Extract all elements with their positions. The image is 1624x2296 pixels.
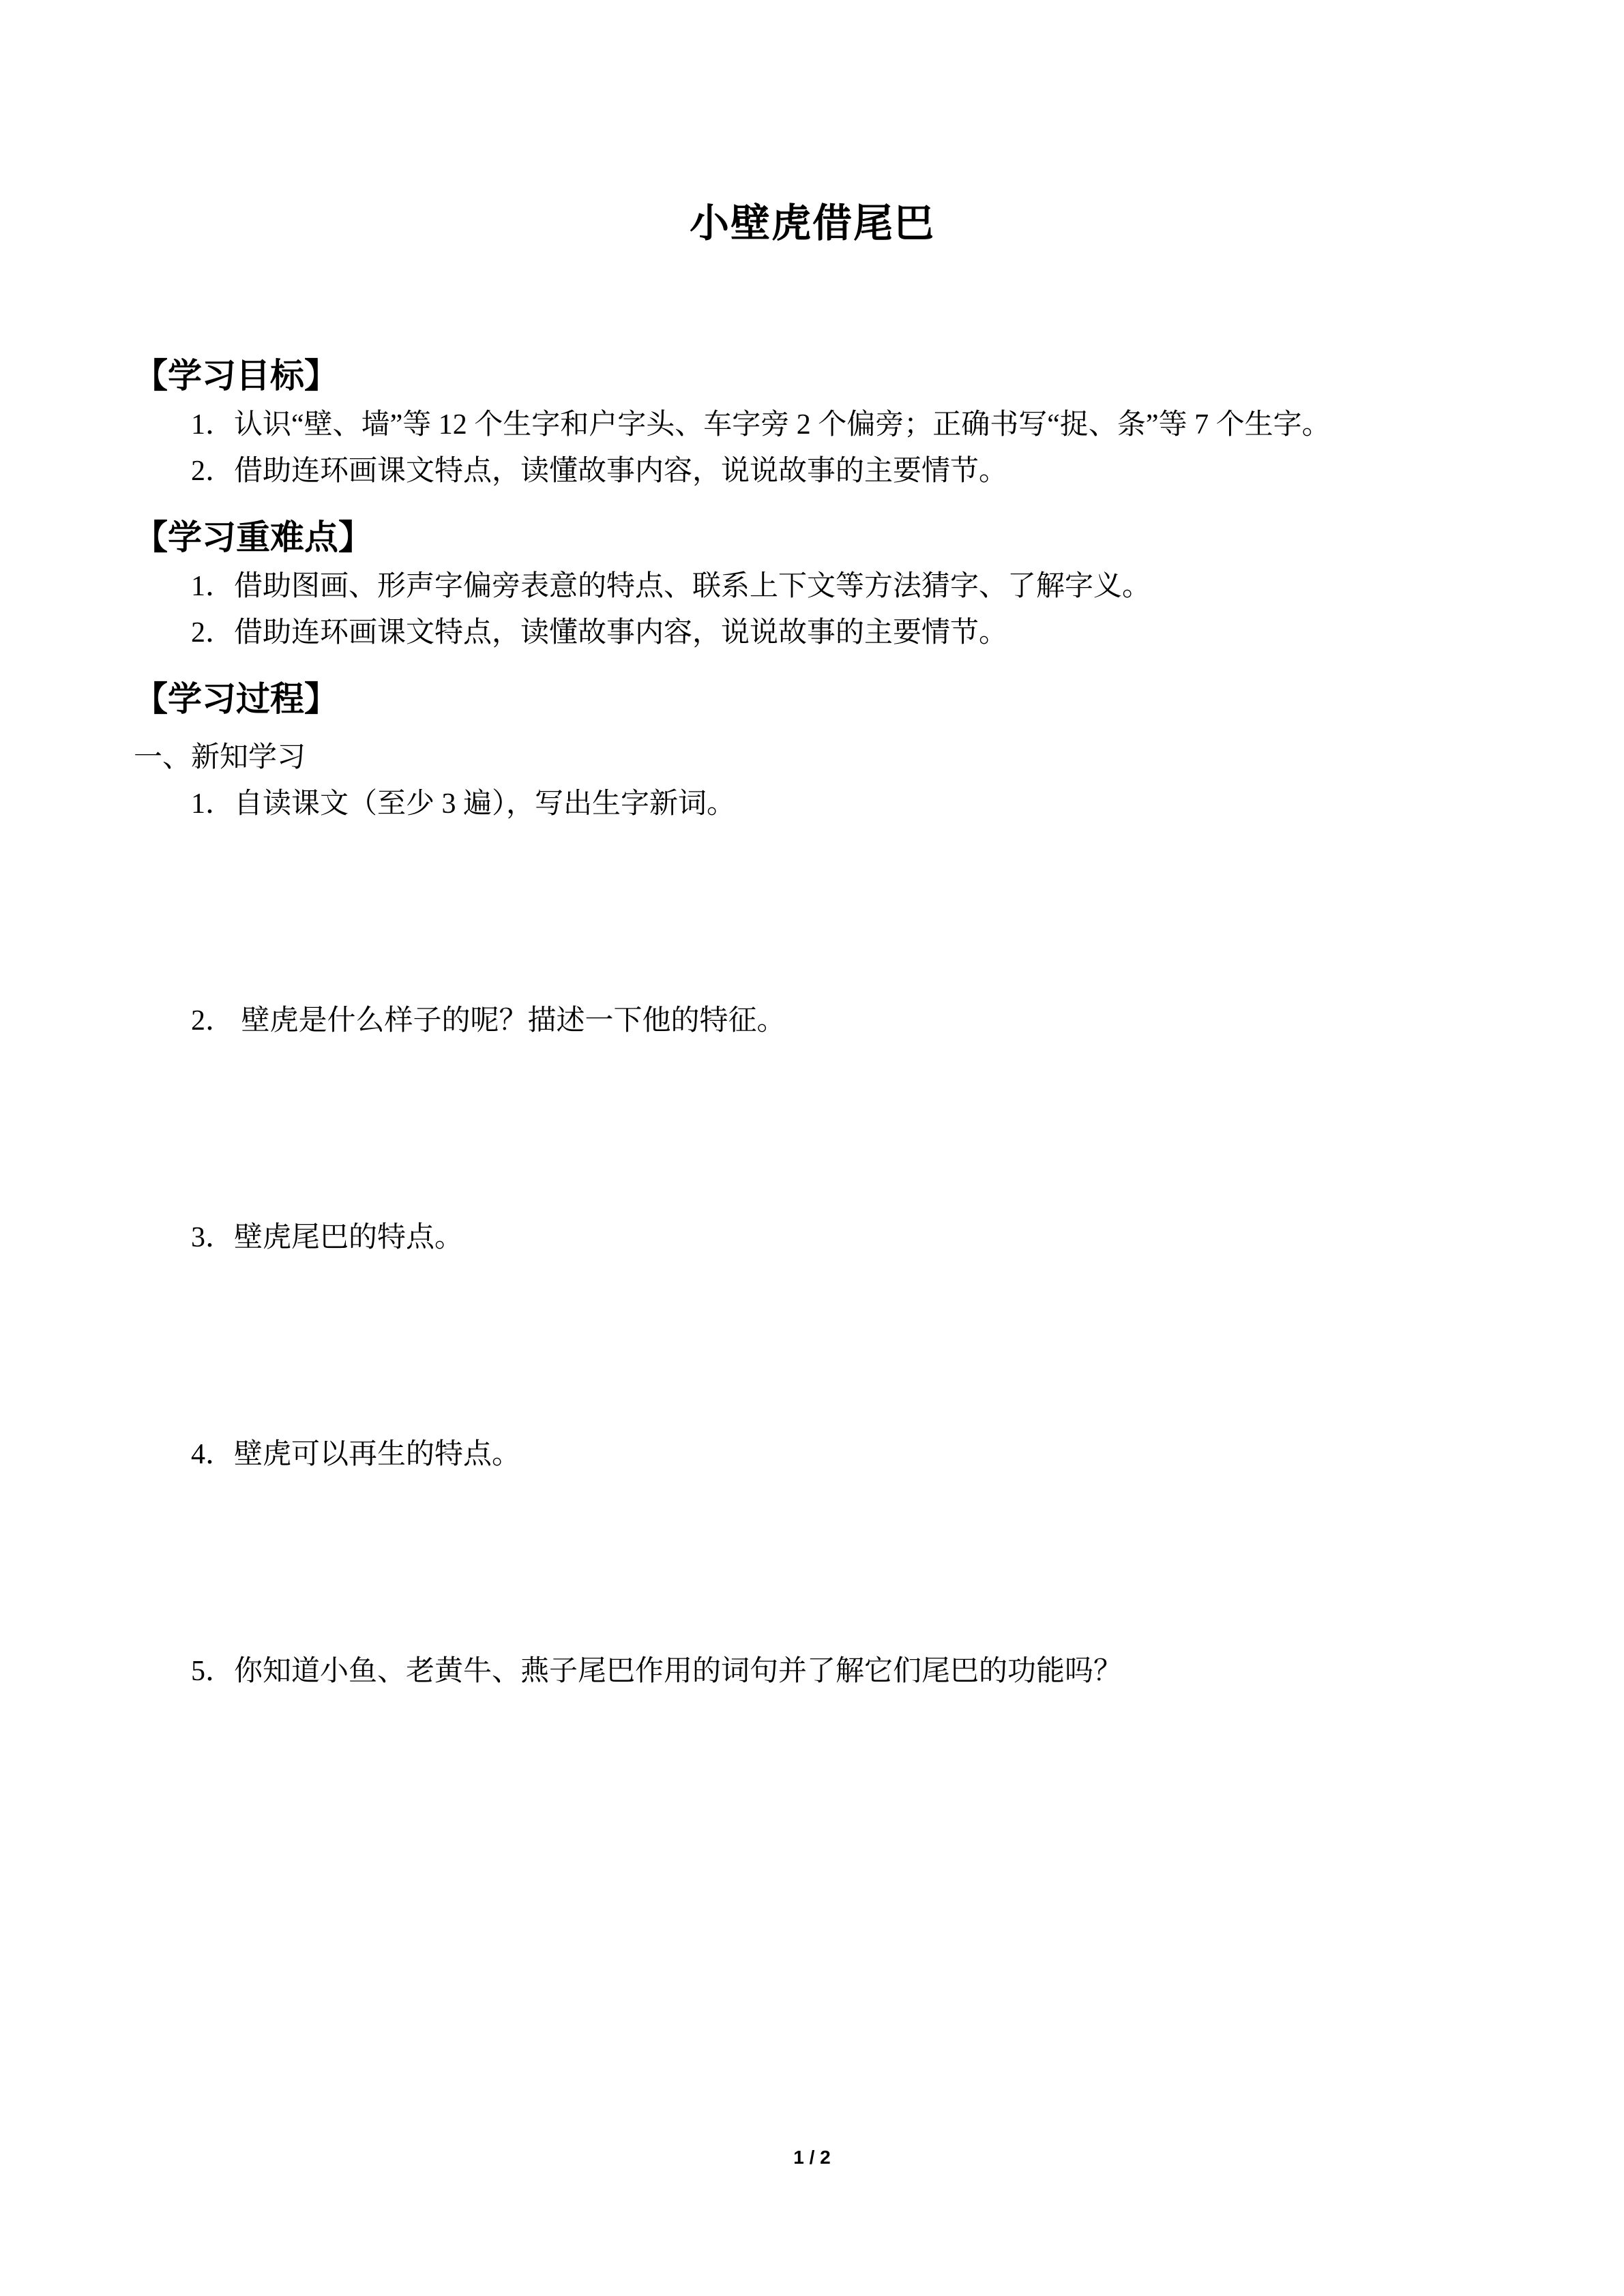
section-heading-goals: 【学习目标】 [134,357,338,395]
answer-space-2 [134,1044,1491,1214]
page-title: 小壁虎借尾巴 [689,201,935,245]
answer-space-4 [134,1478,1491,1648]
process-topic: 一、新知学习 [134,742,306,774]
question-4: 4．壁虎可以再生的特点。 [191,1439,521,1471]
page-number: 1 / 2 [793,2147,831,2168]
question-5: 5．你知道小鱼、老黄牛、燕子尾巴作用的词句并了解它们尾巴的功能吗？ [191,1656,1123,1688]
answer-space-3 [134,1261,1491,1431]
answer-space-1 [134,827,1491,998]
goal-item-2: 2．借助连环画课文特点，读懂故事内容，说说故事的主要情节。 [191,456,1008,488]
question-2: 2． 壁虎是什么样子的呢？描述一下他的特征。 [191,1005,786,1037]
key-item-1: 1．借助图画、形声字偏旁表意的特点、联系上下文等方法猜字、了解字义。 [191,571,1151,603]
section-heading-process: 【学习过程】 [134,680,338,719]
section-learning-process [134,674,1491,1695]
section-key-difficulties [134,512,1491,656]
document-body [134,0,1491,1695]
section-heading-key: 【学习重难点】 [134,518,372,557]
section-learning-goals [134,351,1491,494]
question-3: 3．壁虎尾巴的特点。 [191,1222,464,1254]
goal-item-1: 1．认识“壁、墙”等 12 个生字和户字头、车字旁 2 个偏旁；正确书写“捉、条”等 7 个生字。 [191,409,1331,441]
question-1: 1．自读课文（至少 3 遍），写出生字新词。 [191,788,736,820]
key-item-2: 2．借助连环画课文特点，读懂故事内容，说说故事的主要情节。 [191,617,1008,649]
